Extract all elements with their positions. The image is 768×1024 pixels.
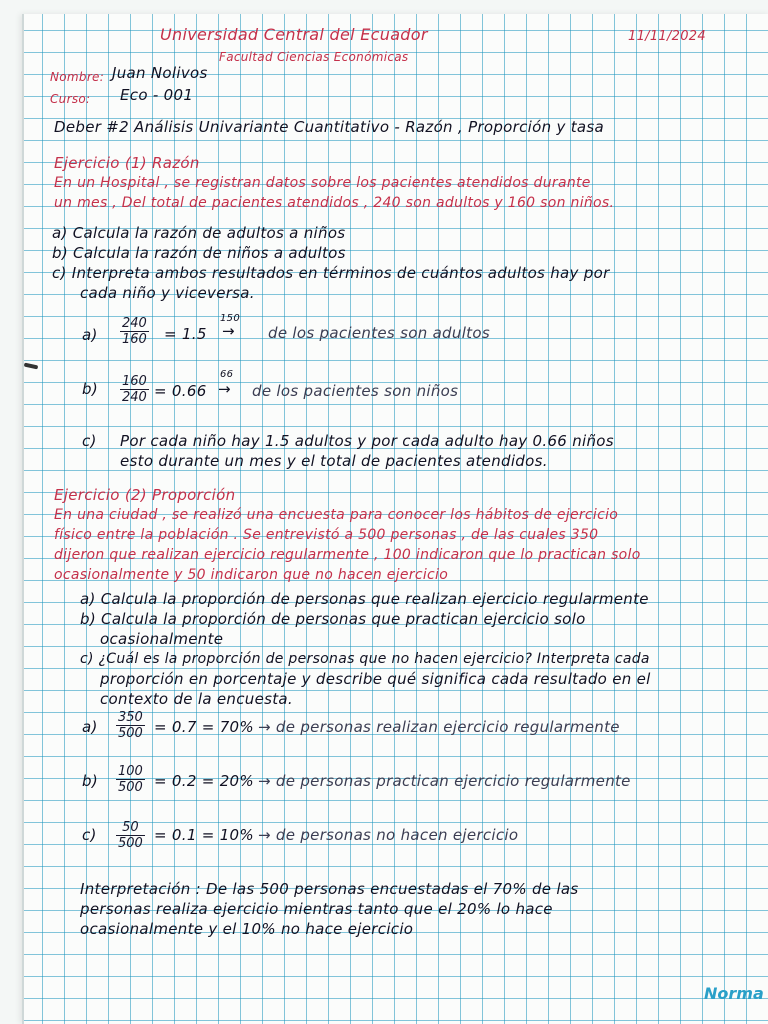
ej2-answer-b-text: → de personas practican ejercicio regularmente (258, 772, 631, 790)
ej1-answer-c-line1: Por cada niño hay 1.5 adultos y por cada adulto hay 0.66 niños (120, 432, 614, 450)
name-value: Juan Nolivos (112, 64, 208, 82)
ej2-question-c-line3: contexto de la encuesta. (100, 690, 293, 708)
ej1-answer-b-numerator: 160 (122, 374, 147, 389)
ej1-answer-a-numerator: 240 (122, 316, 147, 331)
ej2-answer-c-result: = 0.1 = 10% (154, 826, 254, 844)
ej2-answer-b-result: = 0.2 = 20% (154, 772, 254, 790)
date: 11/11/2024 (628, 29, 706, 44)
ej1-answer-a-denominator: 160 (122, 332, 147, 347)
notebook-page (22, 14, 768, 1024)
ej1-answer-b-fraction (120, 374, 149, 405)
assignment-title: Deber #2 Análisis Univariante Cuantitativo - Razón , Proporción y tasa (54, 118, 605, 136)
ej2-answer-b-numerator: 100 (118, 764, 143, 779)
notebook-brand-logo: Norma (704, 984, 764, 1003)
ej1-answer-a-label: a) (82, 326, 98, 344)
interpretation-line3: ocasionalmente y el 10% no hace ejercicio (80, 920, 414, 938)
ej2-answer-c-fraction (116, 820, 145, 851)
ej1-answer-b-result: = 0.66 (154, 382, 207, 400)
ej2-answer-c-numerator: 50 (116, 820, 145, 836)
ej2-statement-4: ocasionalmente y 50 indicaron que no hacen ejercicio (54, 567, 449, 583)
ej2-answer-c-label: c) (82, 826, 97, 844)
ej2-answer-c-denominator: 500 (118, 836, 143, 851)
ej1-statement-2: un mes , Del total de pacientes atendidos , 240 son adultos y 160 son niños. (54, 195, 615, 211)
ej2-answer-a-result: = 0.7 = 70% (154, 718, 254, 736)
ej1-question-c-line1: c) Interpreta ambos resultados en términos de cuántos adultos hay por (52, 264, 610, 282)
ej2-statement-3: dijeron que realizan ejercicio regularmente , 100 indicaron que lo practican solo (54, 547, 641, 563)
ej1-heading: Ejercicio (1) Razón (54, 154, 200, 172)
course-value: Eco - 001 (120, 86, 194, 104)
interpretation-line2: personas realiza ejercicio mientras tanto que el 20% lo hace (80, 900, 553, 918)
ej2-question-a: a) Calcula la proporción de personas que realizan ejercicio regularmente (80, 590, 649, 608)
ej1-answer-b-denominator: 240 (122, 390, 147, 405)
course-label: Curso: (50, 92, 91, 106)
ej1-answer-b-text: de los pacientes son niños (252, 382, 459, 400)
ej1-answer-a-arrow: → (222, 322, 235, 340)
ej1-answer-c-line2: esto durante un mes y el total de pacientes atendidos. (120, 452, 548, 470)
ej1-answer-a-superscript: 150 (220, 313, 240, 324)
ej2-answer-c-text: → de personas no hacen ejercicio (258, 826, 519, 844)
ej2-statement-1: En una ciudad , se realizó una encuesta para conocer los hábitos de ejercicio (54, 507, 619, 523)
ej2-question-b-line2: ocasionalmente (100, 630, 224, 648)
ej1-answer-a-result: = 1.5 (164, 325, 207, 343)
ej2-question-c-line1: c) ¿Cuál es la proporción de personas que no hacen ejercicio? Interpreta cada (80, 651, 650, 667)
ej1-answer-b-superscript: 66 (220, 369, 234, 380)
ej2-answer-a-text: → de personas realizan ejercicio regularmente (258, 718, 620, 736)
interpretation-line1: Interpretación : De las 500 personas encuestadas el 70% de las (80, 880, 579, 898)
ej1-answer-b-arrow: → (218, 380, 231, 398)
faculty-name: Facultad Ciencias Económicas (219, 50, 409, 64)
ej2-answer-a-numerator: 350 (118, 710, 143, 725)
ej2-answer-b-fraction (116, 764, 145, 795)
ej2-answer-b-label: b) (82, 772, 98, 790)
ej1-question-c-line2: cada niño y viceversa. (80, 284, 255, 302)
ej2-question-c-line2: proporción en porcentaje y describe qué significa cada resultado en el (100, 670, 651, 688)
ej1-question-b: b) Calcula la razón de niños a adultos (52, 244, 346, 262)
ej2-answer-a-fraction (116, 710, 145, 741)
ej2-answer-a-label: a) (82, 718, 98, 736)
ej1-answer-a-text: de los pacientes son adultos (268, 324, 490, 342)
ej2-statement-2: físico entre la población . Se entrevistó a 500 personas , de las cuales 350 (54, 527, 599, 543)
ej1-answer-a-fraction (120, 316, 149, 347)
name-label: Nombre: (50, 70, 105, 84)
ej1-question-a: a) Calcula la razón de adultos a niños (52, 224, 346, 242)
ej2-answer-b-denominator: 500 (118, 780, 143, 795)
ej2-heading: Ejercicio (2) Proporción (54, 486, 236, 504)
ej1-statement-1: En un Hospital , se registran datos sobre los pacientes atendidos durante (54, 175, 591, 191)
ej1-answer-c-label: c) (82, 432, 97, 450)
page-mark (24, 363, 39, 370)
university-name: Universidad Central del Ecuador (160, 25, 428, 44)
ej2-question-b-line1: b) Calcula la proporción de personas que practican ejercicio solo (80, 610, 586, 628)
ej2-answer-a-denominator: 500 (118, 726, 143, 741)
ej1-answer-b-label: b) (82, 380, 98, 398)
